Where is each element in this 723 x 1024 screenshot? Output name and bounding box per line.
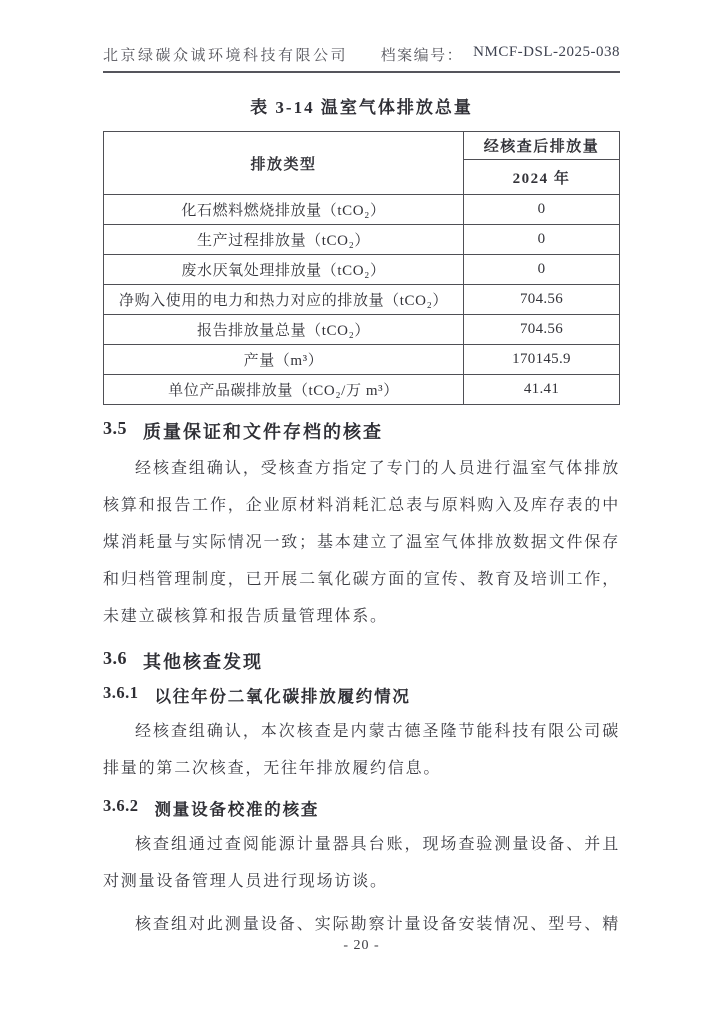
table-row [104, 375, 620, 405]
table-row [104, 285, 620, 315]
row-label: 单位产品碳排放量（tCO₂/万 m³） [104, 375, 464, 405]
row-value: 704.56 [464, 285, 620, 315]
row-label: 废水厌氧处理排放量（tCO₂） [104, 255, 464, 285]
row-label: 产量（m³） [104, 345, 464, 375]
section-number: 3.5 [103, 418, 127, 438]
column-header-verified-emission: 经核查后排放量 [464, 132, 620, 160]
page-number: - 20 - [343, 938, 380, 953]
row-label: 净购入使用的电力和热力对应的排放量（tCO₂） [104, 285, 464, 315]
table-row [104, 345, 620, 375]
section-number: 3.6.1 [103, 683, 139, 702]
ghg-emissions-table [103, 131, 620, 405]
page-header [103, 44, 620, 73]
section-number: 3.6 [103, 648, 127, 668]
table-caption: 表 3-14 温室气体排放总量 [250, 98, 473, 117]
row-label: 生产过程排放量（tCO₂） [104, 225, 464, 255]
row-value: 0 [464, 255, 620, 285]
section-title: 其他核查发现 [143, 652, 263, 672]
section-heading-3-5 [103, 418, 620, 444]
section-3-6-1-paragraph: 经核查组确认，本次核查是内蒙古德圣隆节能科技有限公司碳排量的第二次核查，无往年排放履约信息。 [103, 723, 620, 777]
row-value: 170145.9 [464, 345, 620, 375]
row-value: 704.56 [464, 315, 620, 345]
table-row [104, 255, 620, 285]
section-title: 以往年份二氧化碳排放履约情况 [154, 687, 411, 706]
table-row [104, 315, 620, 345]
section-3-6-2-paragraph-1: 核查组通过查阅能源计量器具台账，现场查验测量设备、并且对测量设备管理人员进行现场访谈。 [103, 836, 620, 890]
column-header-emission-type: 排放类型 [104, 132, 464, 195]
row-label: 报告排放量总量（tCO₂） [104, 315, 464, 345]
section-title: 质量保证和文件存档的核查 [143, 422, 383, 442]
column-header-year: 2024 年 [464, 160, 620, 195]
section-3-5-paragraph: 经核查组确认，受核查方指定了专门的人员进行温室气体排放核算和报告工作，企业原材料消耗汇总表与原料购入及库存表的中煤消耗量与实际情况一致；基本建立了温室气体排放数据文件保存和归档管理制度，已开展二氧化碳方面的宣传、教育及培训工作，未建立碳核算和报告质量管理体系。 [103, 460, 620, 625]
row-value: 0 [464, 195, 620, 225]
table-row [104, 195, 620, 225]
section-number: 3.6.2 [103, 796, 139, 815]
archive-number [381, 44, 620, 65]
section-heading-3-6 [103, 648, 620, 674]
section-3-6-2-paragraph-2: 核查组对此测量设备、实际勘察计量设备安装情况、型号、精 [135, 916, 620, 933]
company-name: 北京绿碳众诚环境科技有限公司 [103, 48, 349, 64]
row-value: 41.41 [464, 375, 620, 405]
row-label: 化石燃料燃烧排放量（tCO₂） [104, 195, 464, 225]
archive-number-value: NMCF-DSL-2025-038 [473, 44, 620, 60]
section-title: 测量设备校准的核查 [154, 800, 320, 819]
archive-number-label: 档案编号： [380, 48, 464, 64]
section-heading-3-6-2 [103, 796, 620, 820]
row-value: 0 [464, 225, 620, 255]
section-heading-3-6-1 [103, 683, 620, 707]
table-row [104, 225, 620, 255]
